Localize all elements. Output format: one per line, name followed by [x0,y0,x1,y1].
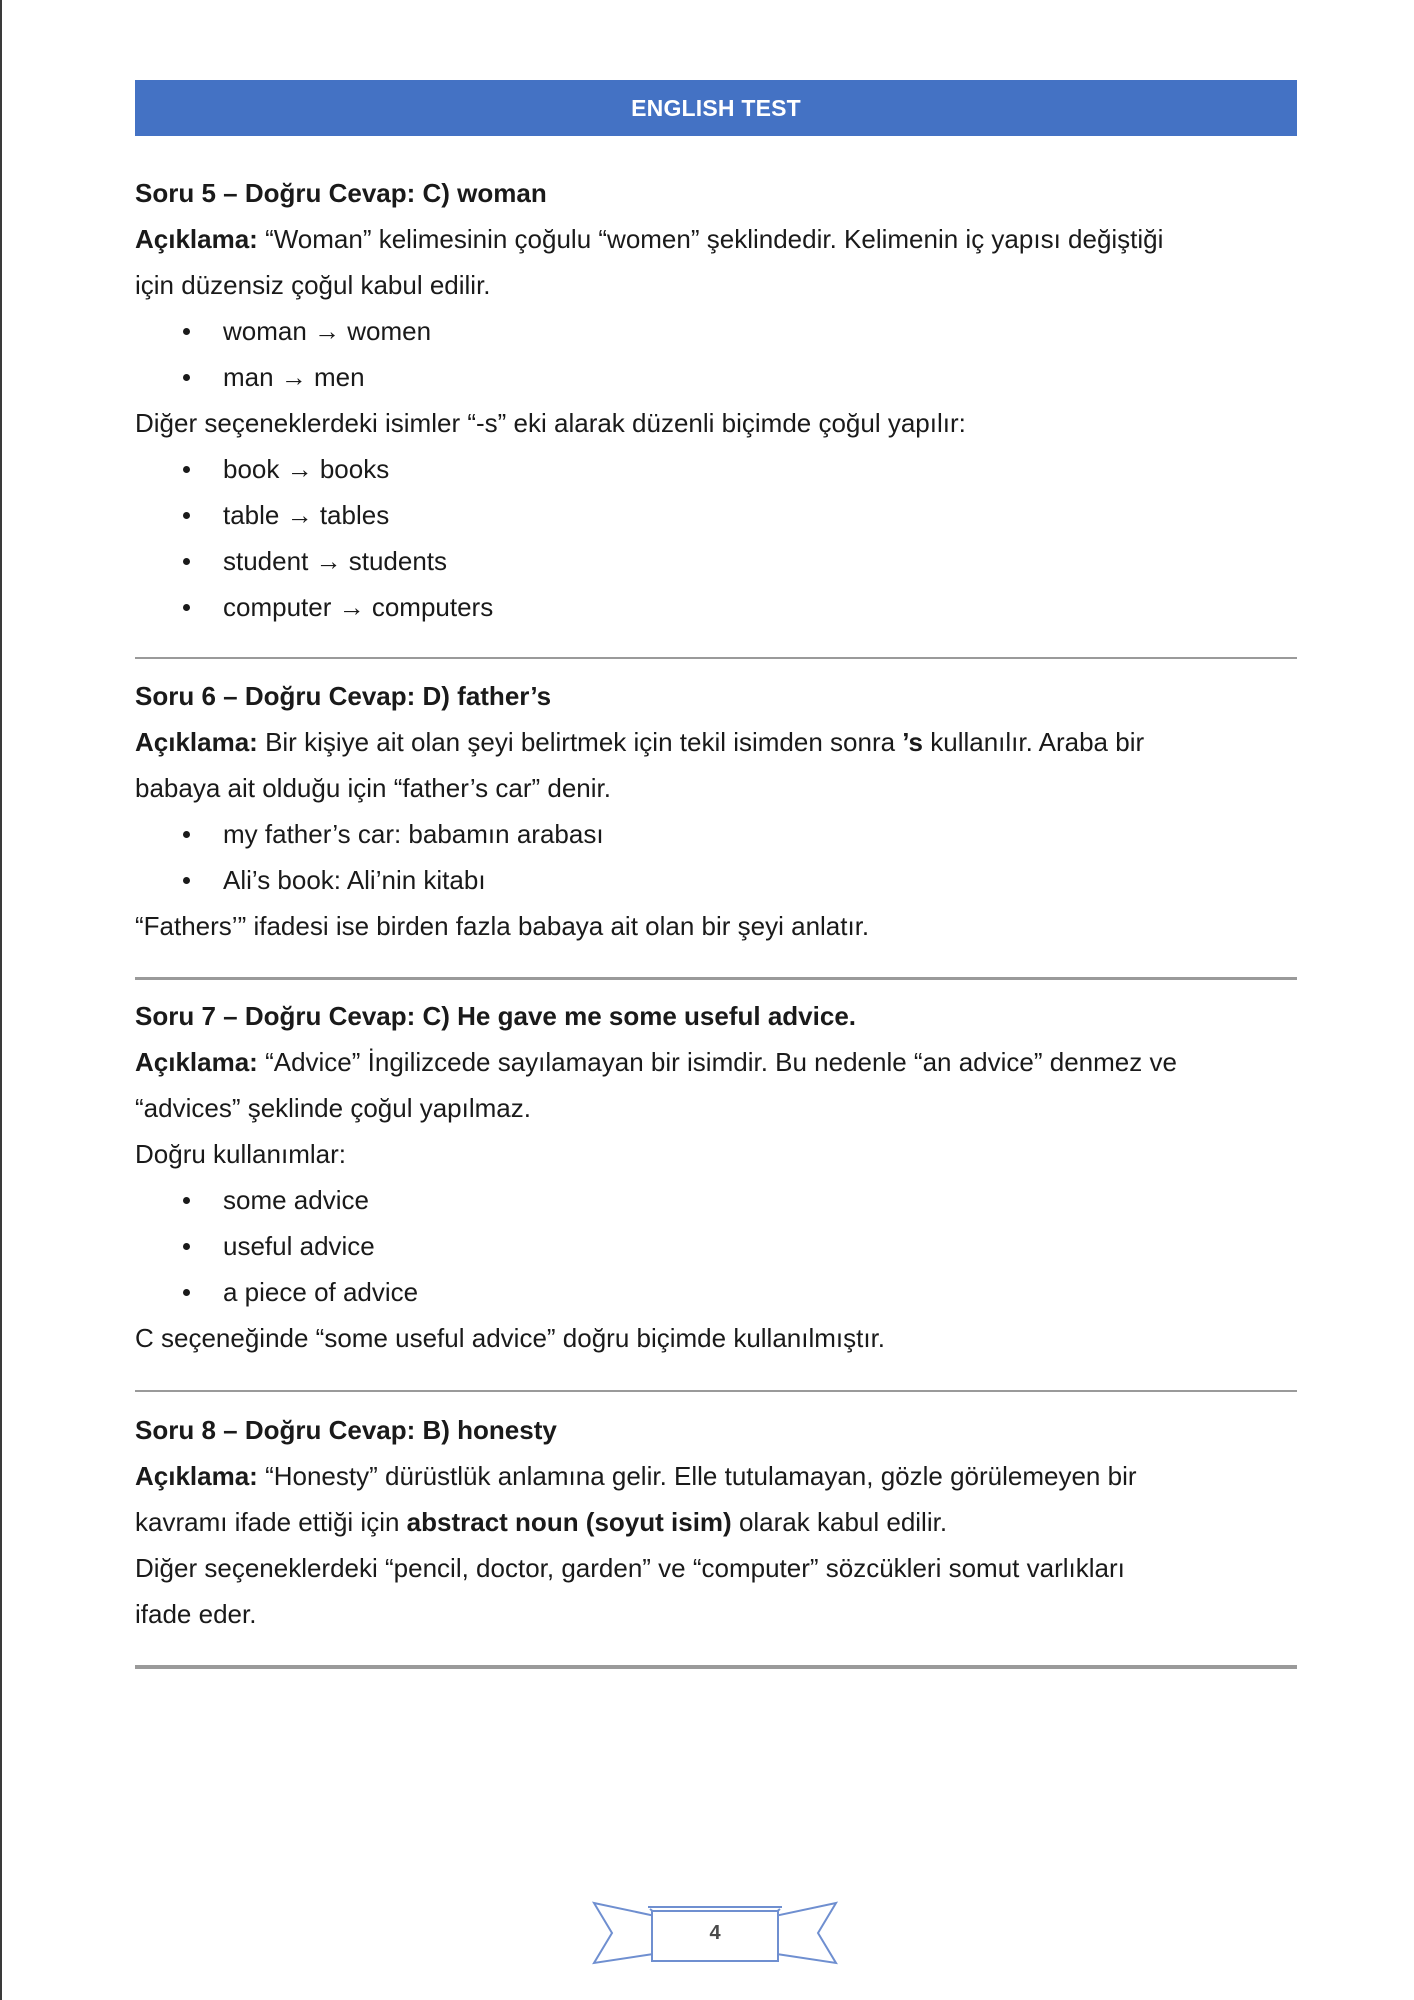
list-item: student → students [135,538,1297,584]
list-item: a piece of advice [135,1269,1297,1315]
question-8-title: Soru 8 – Doğru Cevap: B) honesty [135,1415,557,1445]
list-item: book → books [135,446,1297,492]
explanation-label: Açıklama: [135,224,258,254]
question-5-line-3: Diğer seçeneklerdeki isimler “-s” eki alarak düzenli biçimde çoğul yapılır: [135,408,966,438]
section-divider [135,977,1297,980]
section-divider [135,657,1297,659]
list-item: Ali’s book: Ali’nin kitabı [135,857,1297,903]
question-8-line-3: Diğer seçeneklerdeki “pencil, doctor, garden” ve “computer” sözcükleri somut varlıkları [135,1553,1125,1583]
question-6-section [135,673,1297,949]
section-divider [135,1665,1297,1669]
page-number: 4 [709,1921,721,1944]
question-7-bullet-list [135,1177,1297,1315]
list-item: some advice [135,1177,1297,1223]
question-7-explanation-line-2: “advices” şeklinde çoğul yapılmaz. [135,1093,531,1123]
list-item: computer → computers [135,584,1297,630]
question-5-title: Soru 5 – Doğru Cevap: C) woman [135,178,547,208]
question-8-explanation-line-1: Açıklama: “Honesty” dürüstlük anlamına gelir. Elle tutulamayan, gözle görülemeyen bir [135,1461,1137,1491]
list-item: man → men [135,354,1297,400]
question-6-title: Soru 6 – Doğru Cevap: D) father’s [135,681,552,711]
question-5-bullet-list-1 [135,308,1297,400]
list-item: my father’s car: babamın arabası [135,811,1297,857]
question-6-explanation-line-1: Açıklama: Bir kişiye ait olan şeyi belirtmek için tekil isimden sonra ’s kullanılır. Araba bir [135,727,1145,757]
question-7-section [135,993,1297,1361]
explanation-label: Açıklama: [135,727,258,757]
question-7-line-3: Doğru kullanımlar: [135,1139,346,1169]
question-8-line-4: ifade eder. [135,1599,257,1629]
explanation-label: Açıklama: [135,1047,258,1077]
question-5-explanation-line-1: Açıklama: “Woman” kelimesinin çoğulu “women” şeklindedir. Kelimenin iç yapısı değiştiği [135,224,1164,254]
document-header [135,80,1297,136]
question-5-explanation-line-2: için düzensiz çoğul kabul edilir. [135,270,491,300]
question-6-explanation-line-2: babaya ait olduğu için “father’s car” denir. [135,773,611,803]
question-6-line-3: “Fathers’” ifadesi ise birden fazla babaya ait olan bir şeyi anlatır. [135,911,870,941]
question-7-explanation-line-1: Açıklama: “Advice” İngilizcede sayılamayan bir isimdir. Bu nedenle “an advice” denmez ve [135,1047,1177,1077]
question-7-title: Soru 7 – Doğru Cevap: C) He gave me some useful advice. [135,1001,857,1031]
list-item: table → tables [135,492,1297,538]
page-number-footer [590,1895,840,1971]
section-divider [135,1390,1297,1392]
question-5-bullet-list-2 [135,446,1297,630]
list-item: useful advice [135,1223,1297,1269]
question-7-line-4: C seçeneğinde “some useful advice” doğru biçimde kullanılmıştır. [135,1323,886,1353]
page-left-border [0,0,2,2000]
question-6-bullet-list [135,811,1297,903]
question-8-section [135,1407,1297,1637]
header-title: ENGLISH TEST [631,94,801,121]
explanation-label: Açıklama: [135,1461,258,1491]
list-item: woman → women [135,308,1297,354]
question-5-section [135,170,1297,630]
question-8-explanation-line-2: kavramı ifade ettiği için abstract noun (soyut isim) olarak kabul edilir. [135,1507,948,1537]
